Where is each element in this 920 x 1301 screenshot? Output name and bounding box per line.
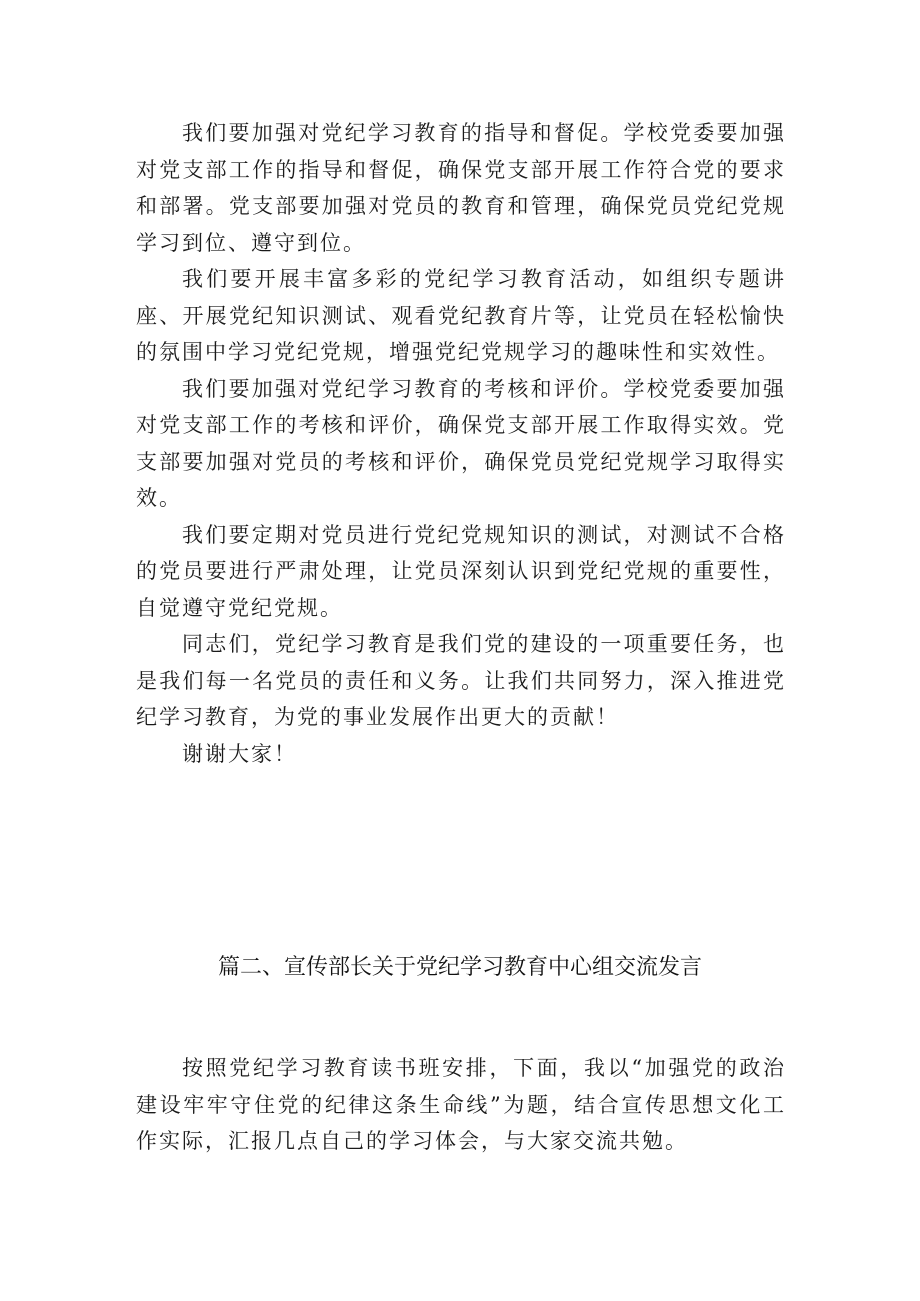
closing-line: 谢谢大家！: [182, 741, 297, 766]
section-title: 篇二、宣传部长关于党纪学习教育中心组交流发言: [217, 955, 702, 980]
section-two-body: [136, 1050, 786, 1160]
paragraph: 我们要加强对党纪学习教育的考核和评价。学校党委要加强对党支部工作的考核和评价，确保党支部开展工作取得实效。党支部要加强对党员的考核和评价，确保党员党纪党规学习取得实效。: [136, 376, 786, 510]
paragraph: 我们要加强对党纪学习教育的指导和督促。学校党委要加强对党支部工作的指导和督促，确保党支部开展工作符合党的要求和部署。党支部要加强对党员的教育和管理，确保党员党纪党规学习到位、遵守到位。: [136, 121, 786, 255]
paragraph: 我们要定期对党员进行党纪党规知识的测试，对测试不合格的党员要进行严肃处理，让党员深刻认识到党纪党规的重要性，自觉遵守党纪党规。: [136, 522, 786, 620]
speech-body: [136, 115, 786, 772]
paragraph: 同志们，党纪学习教育是我们党的建设的一项重要任务，也是我们每一名党员的责任和义务。让我们共同努力，深入推进党纪学习教育，为党的事业发展作出更大的贡献！: [136, 632, 786, 729]
paragraph: 我们要开展丰富多彩的党纪学习教育活动，如组织专题讲座、开展党纪知识测试、观看党纪教育片等，让党员在轻松愉快的氛围中学习党纪党规，增强党纪党规学习的趣味性和实效性。: [136, 267, 786, 364]
paragraph: 按照党纪学习教育读书班安排，下面，我以“加强党的政治建设牢牢守住党的纪律这条生命线”为题，结合宣传思想文化工作实际，汇报几点自己的学习体会，与大家交流共勉。: [136, 1056, 786, 1153]
